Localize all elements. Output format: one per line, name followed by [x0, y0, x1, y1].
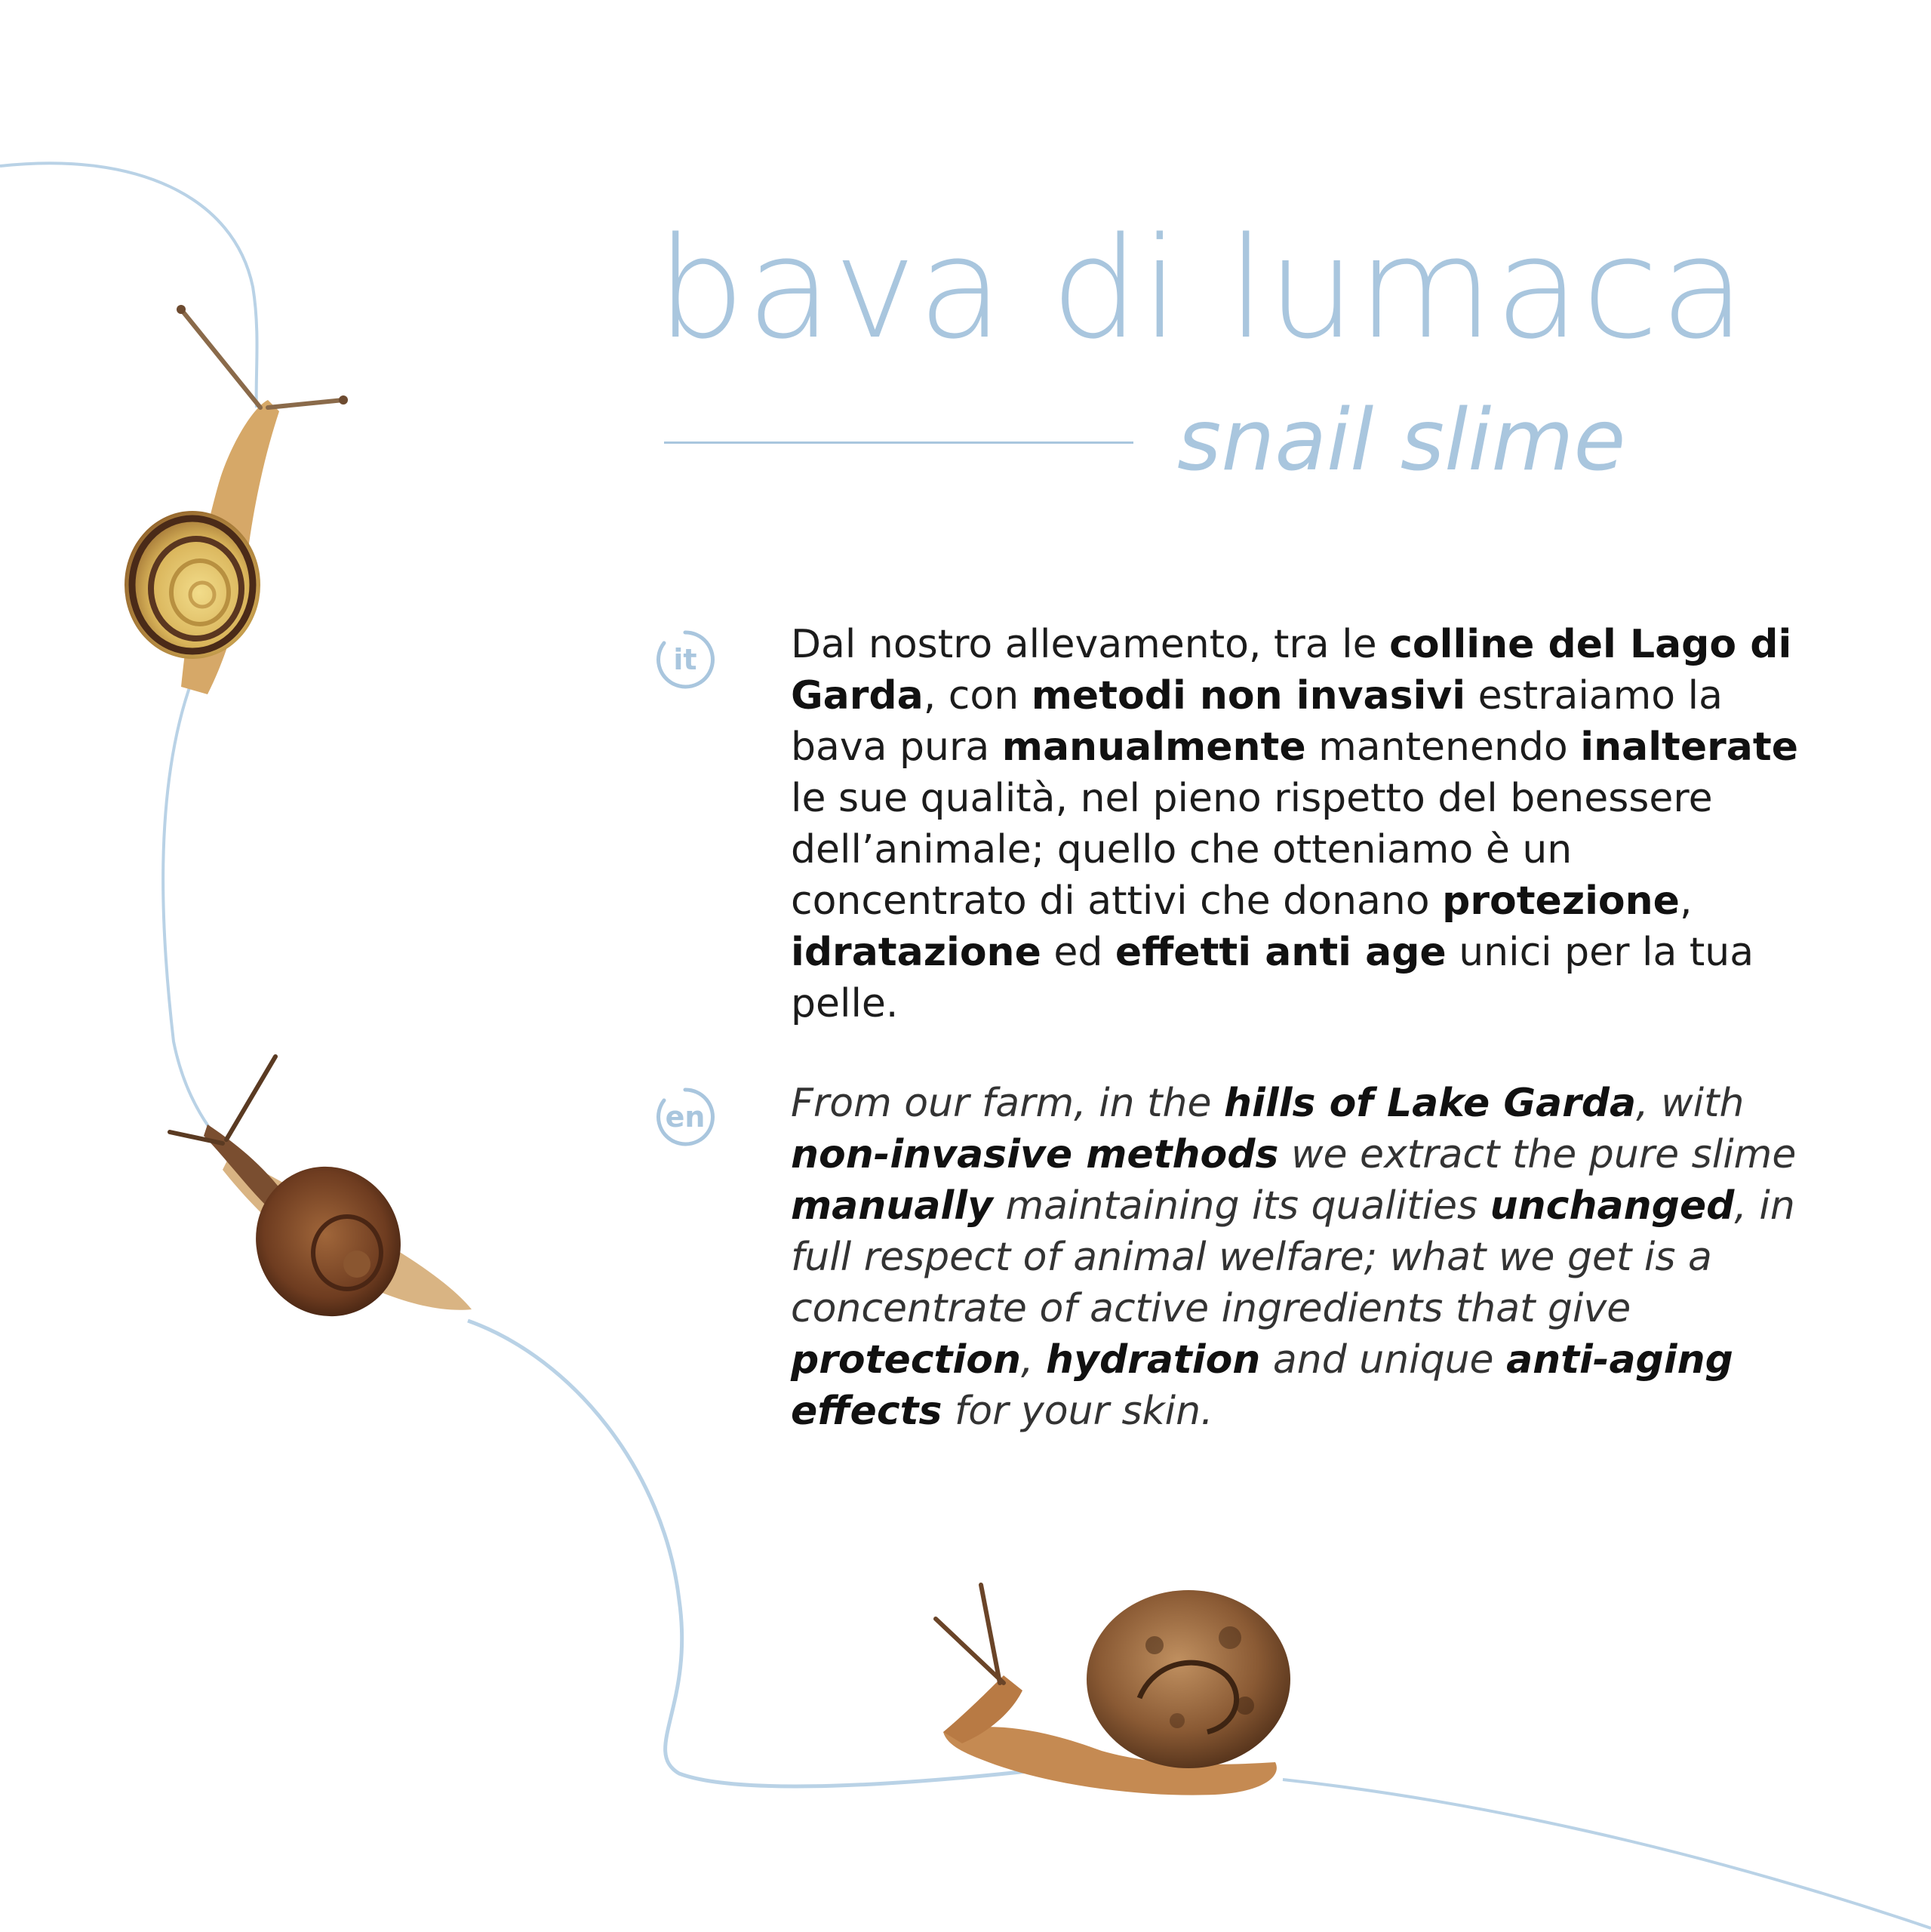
page-subtitle: snail slime [1177, 392, 1626, 490]
language-badge-it [653, 628, 717, 691]
english-paragraph [791, 1078, 1802, 1437]
emphasis-text: metodi non invasivi [1031, 673, 1466, 718]
body-text: estraiamo la bava pura [791, 673, 1723, 770]
page-title: bava di lumaca [656, 207, 1748, 370]
emphasis-text: manualmente [1001, 724, 1306, 770]
body-text: le sue qualità, nel pieno rispetto del benessere dell’animale; quello che otteniamo è un concentrato di attivi che donano [791, 776, 1713, 924]
emphasis-text: unchanged [1490, 1183, 1735, 1229]
emphasis-text: anti-aging effects [791, 1337, 1733, 1434]
emphasis-text: inalterate [1580, 724, 1799, 770]
body-text: ed [1041, 930, 1115, 975]
striped-snail-icon [106, 294, 362, 702]
emphasis-text: protection [791, 1337, 1021, 1383]
body-text: , con [923, 673, 1032, 718]
emphasis-text: protezione [1442, 878, 1680, 924]
body-text: Dal nostro allevamento, tra le [791, 622, 1390, 667]
body-text: we extract the pure slime [1278, 1132, 1797, 1177]
emphasis-text: hills of Lake Garda [1224, 1081, 1637, 1126]
language-badge-en [653, 1085, 717, 1149]
body-text: , with [1636, 1081, 1745, 1126]
emphasis-text: non-invasive methods [791, 1132, 1279, 1177]
garden-snail-icon [928, 1577, 1321, 1804]
body-text: mantenendo [1305, 724, 1581, 770]
body-text: and unique [1260, 1337, 1507, 1383]
body-text: unici per la tua pelle. [791, 930, 1754, 1026]
language-badge-label: it [673, 643, 697, 676]
brown-snail-icon [162, 1049, 479, 1336]
language-badge-label: en [665, 1100, 706, 1134]
body-text: From our farm, in the [791, 1081, 1225, 1126]
emphasis-text: colline del Lago di Garda [791, 622, 1792, 718]
title-divider [664, 441, 1133, 444]
emphasis-text: idratazione [791, 930, 1041, 975]
body-text: for your skin. [942, 1389, 1213, 1434]
italian-paragraph [791, 619, 1802, 1029]
emphasis-text: manually [791, 1183, 993, 1229]
body-text: , [1679, 878, 1693, 924]
body-text: maintaining its qualities [992, 1183, 1490, 1229]
body-text: , in full respect of animal welfare; what we get is a concentrate of active ingredients that give [791, 1183, 1795, 1331]
emphasis-text: effetti anti age [1115, 930, 1447, 975]
emphasis-text: hydration [1046, 1337, 1261, 1383]
body-text: , [1020, 1337, 1047, 1383]
